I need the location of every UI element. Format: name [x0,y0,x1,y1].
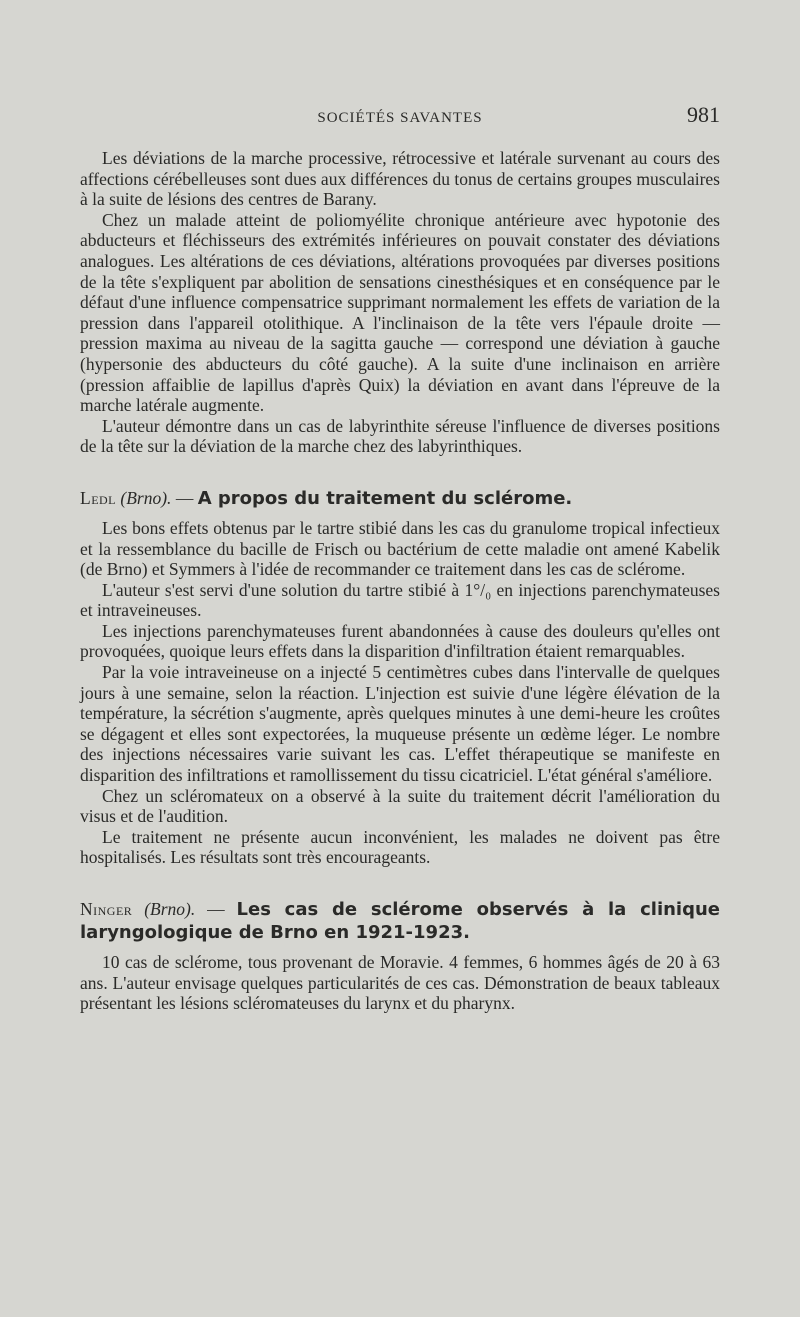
paragraph: Les déviations de la marche processive, rétrocessive et latérale survenant au cours des affections cérébelleuses sont dues aux différences du tonus de certains groupes musculaires à la suite de lésions des centres de Barany. [80,148,720,210]
section-heading-ninger [80,898,720,944]
page-header [80,100,720,132]
author-name: Ninger [80,899,133,919]
paragraph: 10 cas de sclérome, tous provenant de Moravie. 4 femmes, 6 hommes âgés de 20 à 63 ans. L'auteur envisage quelques particularités de ces cas. Démonstration de beaux tableaux présentant les lésions scléromateuses du larynx et du pharynx. [80,952,720,1014]
author-name: Ledl [80,487,117,508]
paragraph: Par la voie intraveineuse on a injecté 5 centimètres cubes dans l'intervalle de quelques jours à une semaine, selon la réaction. L'injection est suivie d'une légère élévation de la température, la sécrétion s'augmente, après quelques minutes à une demi-heure les croûtes se dégagent et elles sont expectorées, la muqueuse présente un œdème léger. Le nombre des injections nécessaires varie suivant les cas. L'effet thérapeutique se manifeste en disparition des infiltrations et ramollissement du tissu cicatriciel. L'état général s'améliore. [80,662,720,786]
paragraph: L'auteur démontre dans un cas de labyrinthite séreuse l'influence de diverses positions de la tête sur la déviation de la marche chez des labyrinthiques. [80,415,720,457]
author-affiliation: (Brno). [144,899,196,919]
text-body [80,148,720,1014]
heading-dash: — [171,487,198,508]
paragraph: Les injections parenchymateuses furent abandonnées à cause des douleurs qu'elles ont provoquées, quoique leurs effets dans la disparition d'infiltration étaient remarquables. [80,620,720,662]
paragraph: L'auteur s'est servi d'une solution du tartre stibié à 1°/₀ en injections parenchymateuses et intraveineuses. [80,579,720,621]
section-heading-ledl [80,487,720,510]
running-head: SOCIÉTÉS SAVANTES [317,110,483,126]
paragraph: Le traitement ne présente aucun inconvénient, les malades ne doivent pas être hospitalisés. Les résultats sont très encourageants. [80,826,720,868]
page-number: 981 [687,102,720,127]
paragraph: Chez un malade atteint de poliomyélite chronique antérieure avec hypotonie des abducteurs et fléchisseurs des extrémités inférieures on pouvait constater des déviations analogues. Les altérations de ces déviations, altérations provoquées par diverses positions de la tête s'expliquent par abolition de sensations cinesthésiques et en conséquence par le défaut d'une influence compensatrice supprimant normalement les effets de variation de la pression dans l'appareil otolithique. A l'inclinaison de la tête vers l'épaule droite — pression maxima au niveau de la sagitta gauche — correspond une déviation à gauche (hypersonie des abducteurs du côté gauche). A la suite d'une inclinaison en arrière (pression affaiblie de lapillus d'après Quix) la déviation en avant dans l'épreuve de la marche latérale augmente. [80,209,720,416]
heading-dash: — [195,899,237,919]
section-title: A propos du traitement du sclérome. [197,487,573,509]
author-affiliation: (Brno). [120,487,172,508]
paragraph: Les bons effets obtenus par le tartre stibié dans les cas du granulome tropical infectieux et la ressemblance du bacille de Frisch ou bactérium de cette maladie ont amené Kabelik (de Brno) et Symmers à l'idée de recommander ce traitement dans les cas de sclérome. [80,517,720,580]
section-title: Les cas de sclérome observés à la clinique laryngologique de Brno en 1921-1923. [80,899,721,943]
paragraph: Chez un scléromateux on a observé à la suite du traitement décrit l'amélioration du visus et de l'audition. [80,785,720,827]
